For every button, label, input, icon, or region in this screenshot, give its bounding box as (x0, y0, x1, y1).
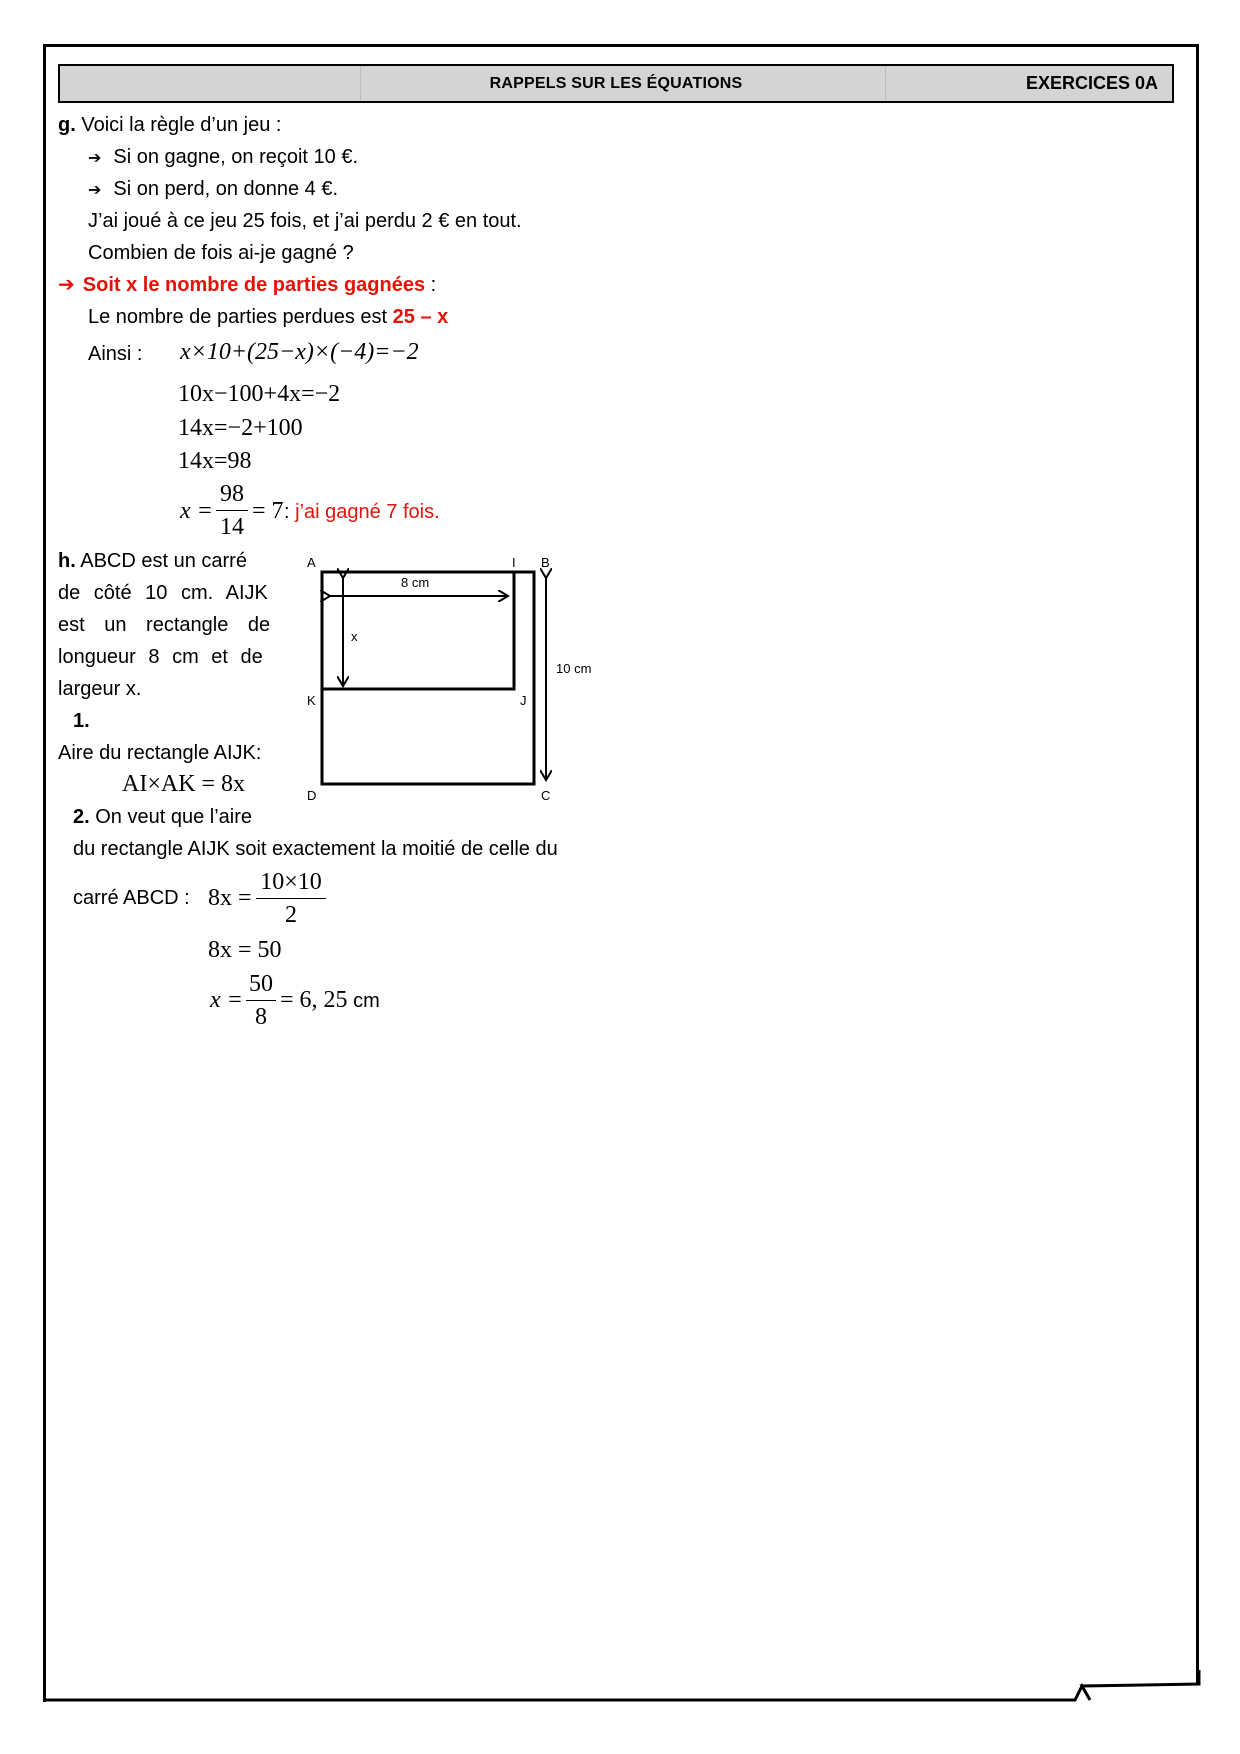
g-colon: : (284, 501, 296, 523)
header-title: RAPPELS SUR LES ÉQUATIONS (489, 75, 743, 92)
h-text-lead: ABCD est un carré (75, 550, 247, 572)
h-q2-text1: On veut que l’aire (89, 806, 253, 828)
h-eqC-unit: cm (347, 990, 380, 1012)
h-text-line-3: est un rectangle de (58, 614, 271, 636)
fraction-denominator: 8 (255, 1004, 267, 1030)
header-exercise: EXERCICES 0A (1025, 73, 1158, 93)
h-eqC-lhs: x = (210, 987, 243, 1013)
fraction-numerator: 50 (249, 971, 273, 997)
h-q1-formula: AI×AK = 8x (122, 771, 246, 797)
fraction-numerator: 98 (220, 481, 244, 507)
vertex-a-label: A (307, 555, 316, 570)
g-equation-2: 10x−100+4x=−2 (178, 381, 341, 407)
g-statement: J’ai joué à ce jeu 25 fois, et j’ai perdu 2 € en tout. (88, 210, 522, 232)
h-text-line-2: de côté 10 cm. AIJK (58, 582, 268, 604)
fraction-numerator: 10×10 (260, 869, 322, 895)
g-rule-lose-text: Si on perd, on donne 4 €. (113, 178, 339, 200)
h-eqA-lhs: 8x = (208, 885, 252, 911)
g-lost-expr: 25 – x (392, 306, 449, 328)
arrow-right-icon: ➔ (58, 274, 75, 296)
g-equation-5-lhs: x = (180, 498, 213, 524)
vertex-i-label: I (512, 555, 516, 570)
h-label: h. (58, 550, 76, 572)
g-conclusion-text: j’ai gagné 7 fois. (295, 501, 440, 523)
vertex-b-label: B (541, 555, 550, 570)
h-q2-line-2: du rectangle AIJK soit exactement la moitié de celle du (73, 838, 558, 860)
fraction-denominator: 2 (285, 902, 297, 928)
g-hypothesis-text: Soit x le nombre de parties gagnées (82, 274, 426, 296)
g-equation-3: 14x=−2+100 (178, 415, 303, 441)
length-10cm-label: 10 cm (556, 661, 592, 676)
g-lost-text: Le nombre de parties perdues est (88, 306, 393, 328)
length-8cm-label: 8 cm (401, 575, 430, 590)
g-equation-4: 14x=98 (178, 448, 252, 474)
length-x-label: x (351, 629, 358, 644)
h-q2-line-3: carré ABCD : (73, 887, 190, 909)
square-abcd (322, 572, 534, 784)
h-q1-label: 1. (73, 710, 90, 732)
g-hypothesis-colon: : (425, 274, 437, 296)
h-q2-label: 2. (73, 806, 90, 828)
fraction-denominator: 14 (220, 514, 244, 540)
vertex-d-label: D (307, 788, 317, 803)
h-text-line-5: largeur x. (58, 678, 142, 700)
vertex-k-label: K (307, 693, 316, 708)
g-ainsi: Ainsi : (88, 343, 143, 365)
g-intro-text: Voici la règle d’un jeu : (75, 114, 282, 136)
g-equation-1: x×10+(25−x)×(−4)=−2 (180, 339, 419, 365)
vertex-j-label: J (520, 693, 527, 708)
g-rule-win-text: Si on gagne, on reçoit 10 €. (113, 146, 359, 168)
arrow-right-icon: ➔ (88, 150, 102, 167)
arrow-right-icon: ➔ (88, 182, 102, 199)
h-text-line-4: longueur 8 cm et de (58, 646, 263, 668)
g-equation-5-rhs: = 7 (252, 498, 284, 524)
h-eqC-value: = 6, 25 (280, 987, 348, 1013)
h-eqB: 8x = 50 (208, 937, 282, 963)
g-question: Combien de fois ai-je gagné ? (88, 242, 354, 264)
g-label: g. (58, 114, 76, 136)
vertex-c-label: C (541, 788, 551, 803)
h-q1-text: Aire du rectangle AIJK: (58, 742, 262, 764)
